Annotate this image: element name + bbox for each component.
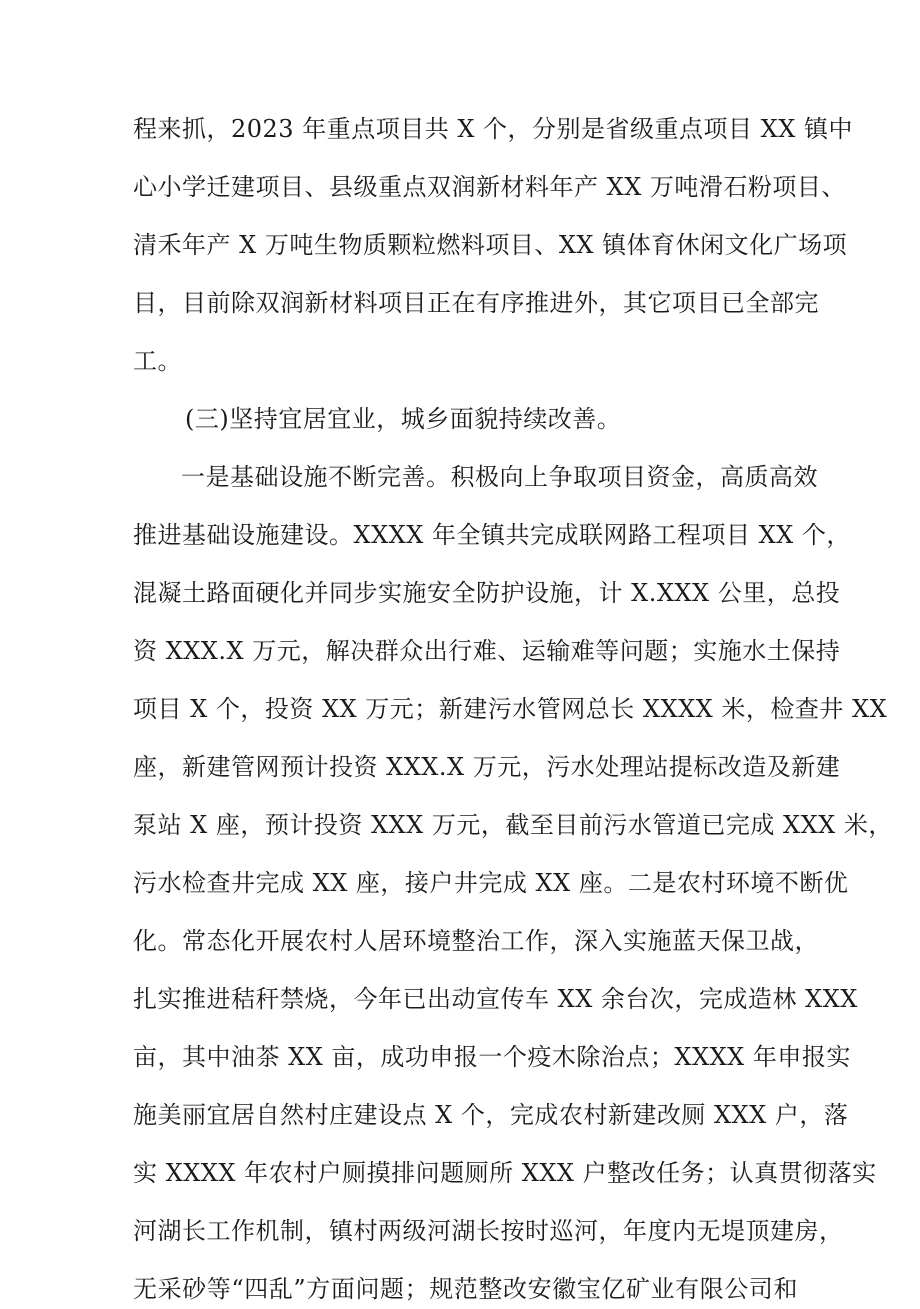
text-line: 程来抓，2023 年重点项目共 X 个，分别是省级重点项目 XX 镇中 — [133, 115, 853, 143]
text-line: 推进基础设施建设。XXXX 年全镇共完成联网路工程项目 XX 个， — [133, 521, 851, 549]
text-line: 目，目前除双润新材料项目正在有序推进外，其它项目已全部完 — [133, 289, 819, 317]
text-line: 亩，其中油茶 XX 亩，成功申报一个疫木除治点；XXXX 年申报实 — [133, 1043, 851, 1071]
text-line: 化。常态化开展农村人居环境整治工作，深入实施蓝天保卫战， — [133, 927, 819, 955]
text-line: 项目 X 个，投资 XX 万元；新建污水管网总长 XXXX 米，检查井 XX — [133, 695, 888, 723]
text-line: 混凝土路面硬化并同步实施安全防护设施，计 X.XXX 公里，总投 — [133, 579, 841, 607]
text-line: 扎实推进秸秆禁烧，今年已出动宣传车 XX 余台次，完成造林 XXX — [133, 985, 858, 1013]
text-line: 泵站 X 座，预计投资 XXX 万元，截至目前污水管道已完成 XXX 米， — [133, 811, 893, 839]
text-line: 施美丽宜居自然村庄建设点 X 个，完成农村新建改厕 XXX 户，落 — [133, 1101, 849, 1129]
text-line: 清禾年产 X 万吨生物质颗粒燃料项目、XX 镇体育休闲文化广场项 — [133, 231, 848, 259]
text-line: 无采砂等“四乱”方面问题；规范整改安徽宝亿矿业有限公司和 — [133, 1275, 798, 1303]
section-heading: (三)坚持宜居宜业，城乡面貌持续改善。 — [185, 405, 622, 433]
text-line: 河湖长工作机制，镇村两级河湖长按时巡河，年度内无堤顶建房， — [133, 1217, 844, 1245]
text-line: 心小学迁建项目、县级重点双润新材料年产 XX 万吨滑石粉项目、 — [133, 173, 846, 201]
text-line: 污水检查井完成 XX 座，接户井完成 XX 座。二是农村环境不断优 — [133, 869, 849, 897]
text-line: 实 XXXX 年农村户厕摸排问题厕所 XXX 户整改任务；认真贯彻落实 — [133, 1159, 877, 1187]
text-line: 资 XXX.X 万元，解决群众出行难、运输难等问题；实施水土保持 — [133, 637, 841, 665]
text-line: 工。 — [133, 347, 182, 375]
text-line: 座，新建管网预计投资 XXX.X 万元，污水处理站提标改造及新建 — [133, 753, 841, 781]
paragraph-first-line: 一是基础设施不断完善。积极向上争取项目资金，高质高效 — [181, 463, 818, 491]
